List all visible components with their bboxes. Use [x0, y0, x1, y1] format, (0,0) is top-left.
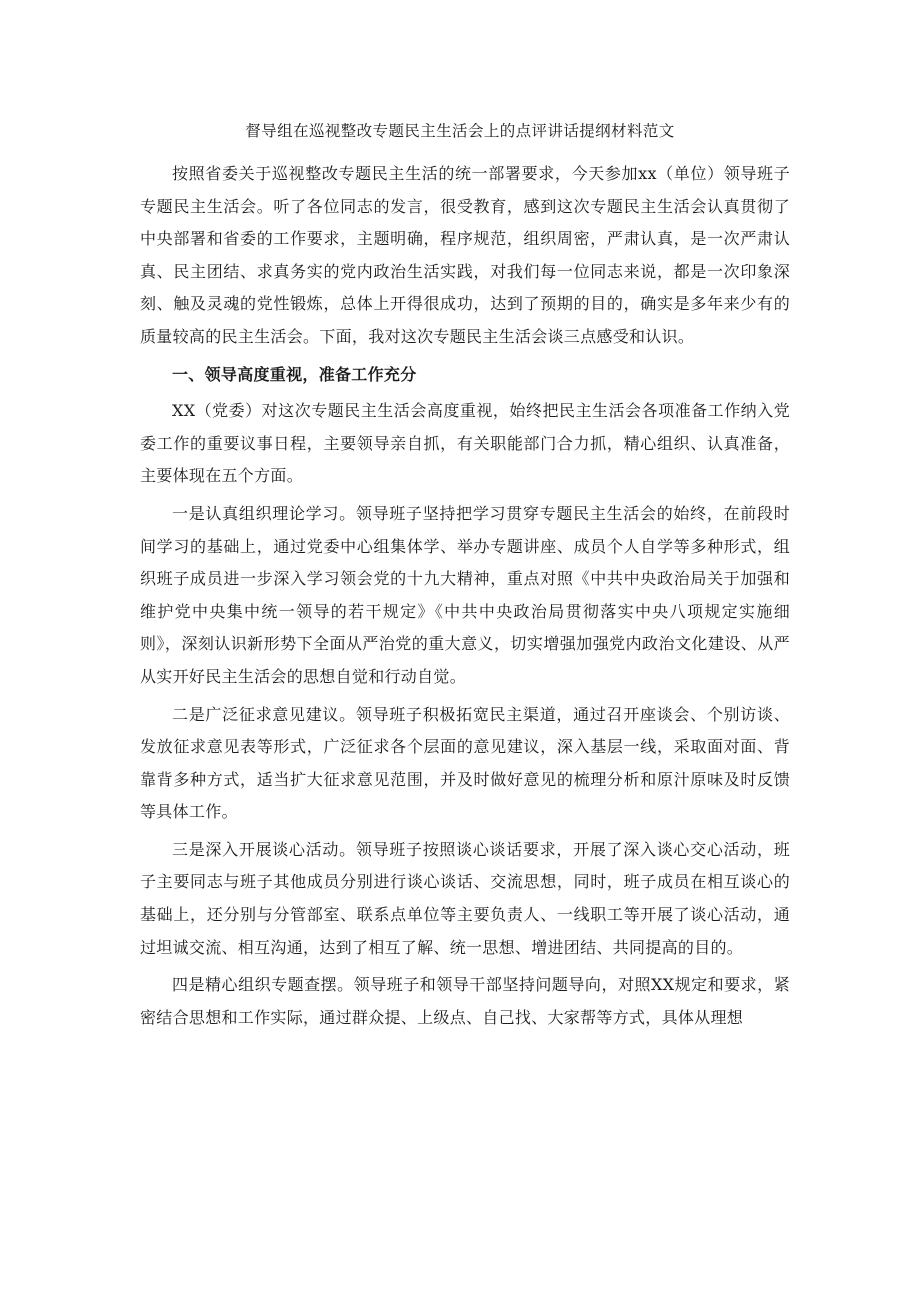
paragraph-point-2: 二是广泛征求意见建议。领导班子积极拓宽民主渠道，通过召开座谈会、个别访谈、发放征求意见表等形式，广泛征求各个层面的意见建议，深入基层一线，采取面对面、背靠背多种方式，适当扩大征求意见范围，并及时做好意见的梳理分析和原汁原味及时反馈等具体工作。 — [140, 704, 790, 822]
paragraph-point-4: 四是精心组织专题查摆。领导班子和领导干部坚持问题导向，对照XX规定和要求，紧密结合思想和工作实际，通过群众提、上级点、自己找、大家帮等方式，具体从理想 — [140, 975, 790, 1027]
paragraph-point-1: 一是认真组织理论学习。领导班子坚持把学习贯穿专题民主生活会的始终，在前段时间学习的基础上，通过党委中心组集体学、举办专题讲座、成员个人自学等多种形式，组织班子成员进一步深入学习领会党的十九大精神，重点对照《中共中央政治局关于加强和维护党中央集中统一领导的若干规定》《中共中央政治局贯彻落实中央八项规定实施细则》，深刻认识新形势下全面从严治党的重大意义，切实增强加强党内政治文化建设、从严从实开好民主生活会的思想自觉和行动自觉。 — [140, 503, 790, 686]
section-heading-1: 一、领导高度重视，准备工作充分 — [172, 364, 417, 384]
paragraph-point-3: 三是深入开展谈心活动。领导班子按照谈心谈话要求，开展了深入谈心交心活动，班子主要同志与班子其他成员分别进行谈心谈话、交流思想，同时，班子成员在相互谈心的基础上，还分别与分管部室、联系点单位等主要负责人、一线职工等开展了谈心活动，通过坦诚交流、相互沟通，达到了相互了解、统一思想、增进团结、共同提高的目的。 — [140, 839, 790, 957]
paragraph-intro: 按照省委关于巡视整改专题民主生活的统一部署要求，今天参加xx（单位）领导班子专题民主生活会。听了各位同志的发言，很受教育，感到这次专题民主生活会认真贯彻了中央部署和省委的工作要求，主题明确，程序规范，组织周密，严肃认真，是一次严肃认真、民主团结、求真务实的党内政治生活实践，对我们每一位同志来说，都是一次印象深刻、触及灵魂的党性锻炼，总体上开得很成功，达到了预期的目的，确实是多年来少有的质量较高的民主生活会。下面，我对这次专题民主生活会谈三点感受和认识。 — [140, 164, 790, 346]
paragraph-overview: XX（党委）对这次专题民主生活会高度重视，始终把民主生活会各项准备工作纳入党委工作的重要议事日程，主要领导亲自抓，有关职能部门合力抓，精心组织、认真准备，主要体现在五个方面。 — [140, 401, 790, 486]
document-title: 督导组在巡视整改专题民主生活会上的点评讲话提纲材料范文 — [245, 122, 675, 140]
document-body — [140, 158, 790, 1039]
